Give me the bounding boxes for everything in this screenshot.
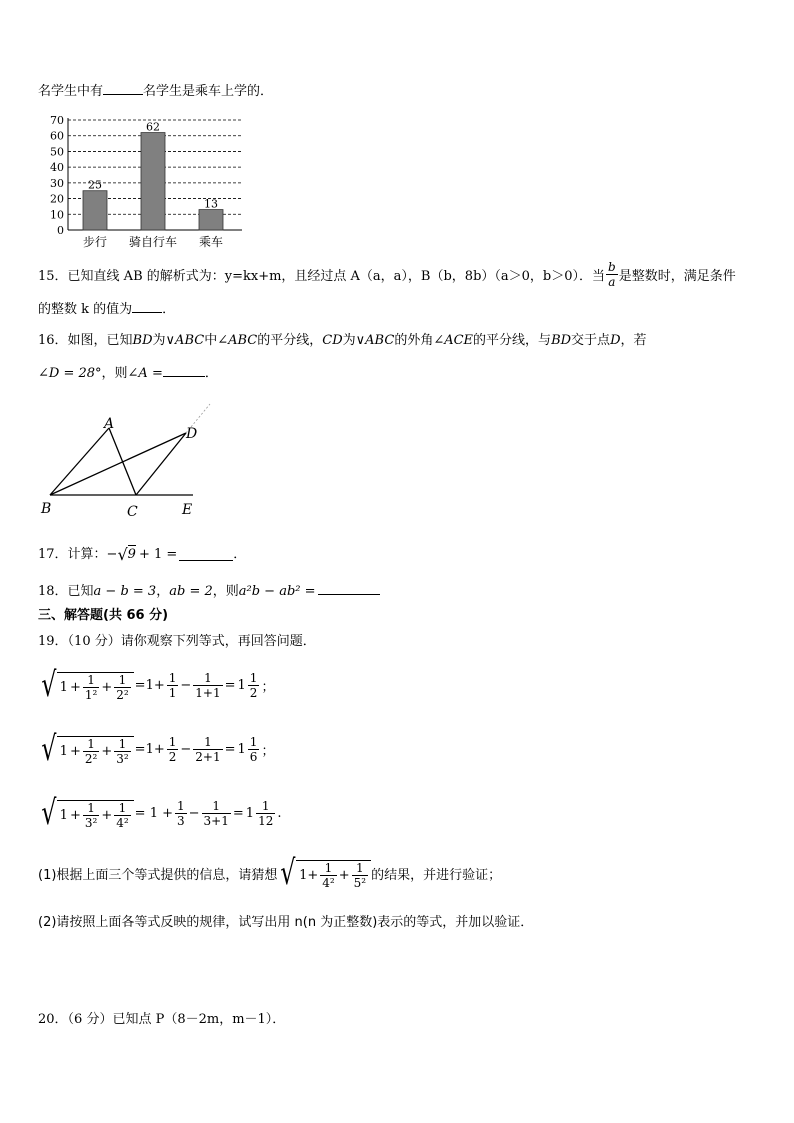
- eq-den: 2: [249, 685, 258, 700]
- x-tick-label: 步行: [82, 235, 108, 249]
- part1-den2: 5²: [353, 876, 367, 890]
- eq-den: 1²: [84, 688, 98, 702]
- q15-text3: 的整数 k 的值为: [38, 302, 133, 317]
- label-c: C: [127, 504, 138, 520]
- label-a: A: [104, 416, 115, 432]
- eq-term: 1: [59, 808, 68, 823]
- x-tick-label: 乘车: [198, 235, 224, 249]
- q16-tri1: ∨ABC: [165, 333, 205, 348]
- q16-p4: 的平分线，: [257, 333, 323, 348]
- eq-end: ；: [261, 679, 275, 695]
- q19-part1: [38, 853, 502, 893]
- radical-icon: √: [280, 853, 296, 893]
- eq-term: 1: [59, 744, 68, 759]
- eq-den: 2²: [116, 688, 129, 702]
- eq-end: .: [277, 805, 282, 821]
- label-e: E: [182, 502, 193, 518]
- eq-den: 4²: [116, 816, 129, 830]
- q16-line2: [38, 364, 218, 383]
- q16-end: ．: [204, 366, 218, 381]
- q18-sep: ，: [156, 584, 170, 599]
- radical-icon: √: [41, 729, 57, 769]
- q16-p5: 为: [342, 333, 356, 348]
- q19-part1-text-b: 的结果，并进行验证；: [371, 867, 502, 883]
- bar: [199, 210, 223, 230]
- q15-fraction: [606, 260, 618, 289]
- eq-den: 2: [168, 749, 177, 764]
- y-tick-label: 40: [50, 161, 64, 175]
- radical-icon: √: [41, 665, 57, 705]
- part1-den1: 4²: [322, 876, 335, 890]
- line-ba: [50, 428, 109, 495]
- q16-p6: 的外角: [394, 333, 434, 348]
- q17-prefix: 17．计算：: [38, 546, 107, 562]
- q16-ang2: ∠ACE: [433, 333, 474, 348]
- q19-eq2-sqrt: √ 1 + $\frac{1}{\text{2²}}$ + $\frac{1}{\text{3²}}$: [38, 732, 134, 766]
- q18-prefix: 18．已知: [38, 584, 94, 599]
- q16-angle-a: ∠A =: [127, 366, 163, 381]
- q15-frac-den: a: [608, 275, 616, 289]
- q18-cond2: ab = 2: [169, 584, 213, 599]
- bar: [83, 191, 107, 230]
- eq-den: 2²: [84, 752, 98, 766]
- q16-p7: 的平分线，与: [473, 333, 552, 348]
- intro-text-after: 名学生是乘车上学的．: [143, 84, 274, 99]
- q19-eq1-sqrt: √ 1 + $\frac{1}{\text{1²}}$ + $\frac{1}{\text{2²}}$: [38, 668, 134, 702]
- q19-part2: (2)请按照上面各等式反映的规律，试写出用 n(n 为正整数)表示的等式，并加以验证．: [38, 915, 534, 930]
- radical-icon: √: [41, 793, 57, 833]
- y-tick-label: 10: [50, 208, 64, 222]
- eq-den: 3+1: [203, 813, 229, 828]
- y-tick-label: 70: [50, 114, 64, 127]
- q18-mid: ，则: [212, 584, 239, 599]
- q19-equation-2: √ 1 + $\frac{1}{\text{2²}}$ + $\frac{1}{\text{3²}}$ =1+ $\frac{1}{2}$ − $\frac{1}{2+1}$ = 1 $\frac{1}{6}$ ；: [38, 732, 275, 766]
- intro-line: [38, 82, 273, 101]
- q16-p1: 16．如图，已知: [38, 333, 133, 348]
- q18-expr: a²b − ab² =: [238, 584, 316, 599]
- q15-text1: 15．已知直线 AB 的解析式为：y=kx+m，且经过点 A（a，a），B（b，8b）（a＞0，b＞0）．当: [38, 269, 606, 284]
- eq-den: 2+1: [195, 749, 221, 764]
- q17-radicand: 9: [127, 547, 136, 562]
- bar-value-label: 25: [88, 178, 102, 192]
- q15-line2: [38, 300, 175, 319]
- q16-ang1: ∠ABC: [217, 333, 258, 348]
- q18-line: [38, 582, 380, 601]
- eq-int: 1: [237, 677, 246, 693]
- q16-line1: [38, 332, 647, 350]
- q15-blank: [132, 300, 162, 313]
- q19-intro: 19．（10 分）请你观察下列等式，再回答问题．: [38, 634, 316, 649]
- eq-den: 1: [168, 685, 177, 700]
- q17-sqrt-icon: √: [117, 544, 128, 564]
- q15-text2: 是整数时，满足条件: [618, 269, 736, 284]
- eq-term: 1: [59, 680, 68, 695]
- q15-line1: [38, 260, 736, 289]
- section-heading: 三、解答题(共 66 分): [38, 608, 169, 623]
- q16-p9: ，若: [620, 333, 647, 348]
- q18-cond1: a − b = 3: [93, 584, 157, 599]
- q19-eq3-sqrt: √ 1 + $\frac{1}{\text{3²}}$ + $\frac{1}{\text{4²}}$: [38, 796, 134, 830]
- q16-figure: [38, 398, 218, 522]
- q19-part1-text-a: (1)根据上面三个等式提供的信息，请猜想: [38, 867, 278, 883]
- eq-end: ；: [261, 743, 275, 759]
- q20-text: 20．（6 分）已知点 P（8－2m，m－1）．: [38, 1012, 286, 1027]
- label-b: B: [41, 501, 52, 517]
- q16-cd: CD: [322, 333, 343, 348]
- y-tick-label: 0: [57, 224, 64, 237]
- q15-end: ．: [162, 302, 176, 317]
- eq-den: 12: [258, 813, 274, 828]
- q16-bd2: BD: [551, 333, 572, 348]
- q16-tri2: ∨ABC: [355, 333, 395, 348]
- q16-p3: 中: [204, 333, 218, 348]
- intro-text-before: 名学生中有: [38, 84, 104, 99]
- intro-blank: [103, 82, 143, 95]
- eq-den: 3²: [116, 752, 129, 766]
- eq-den: 3²: [84, 816, 98, 830]
- eq-den: 6: [249, 749, 258, 764]
- q16-p2: 为: [152, 333, 166, 348]
- q16-angle-d: ∠D = 28°: [38, 366, 102, 381]
- eq-int: 1: [237, 741, 246, 757]
- bar: [141, 133, 165, 230]
- q17-minus: −: [106, 546, 118, 562]
- q19-part1-sqrt: √ 1+ $\frac{1}{\text{4²}}$ + $\frac{1}{\text{5²}}$: [277, 856, 371, 890]
- y-tick-label: 30: [50, 176, 64, 190]
- q19-equation-1: √ 1 + $\frac{1}{\text{1²}}$ + $\frac{1}{\text{2²}}$ =1+ $\frac{1}{1}$ − $\frac{1}{1+1}$ = 1 $\frac{1}{2}$ ；: [38, 668, 275, 702]
- y-tick-label: 50: [50, 145, 64, 159]
- label-d: D: [186, 426, 198, 442]
- eq-den: 1+1: [195, 685, 221, 700]
- eq-den: 3: [177, 813, 185, 828]
- q19-equation-3: √ 1 + $\frac{1}{\text{3²}}$ + $\frac{1}{\text{4²}}$ = 1 + $\frac{1}{3}$ − $\frac{1}{3+1}$ = 1 $\frac{1}{12}$ .: [38, 796, 282, 830]
- x-tick-label: 骑自行车: [128, 235, 178, 249]
- q17-line: [38, 545, 246, 564]
- q15-frac-num: b: [608, 260, 616, 274]
- bar-value-label: 13: [204, 197, 218, 211]
- q16-then: ，则: [101, 366, 128, 381]
- q16-d: D: [610, 333, 621, 348]
- q17-rest: + 1 =: [138, 546, 178, 562]
- q16-blank: [163, 364, 205, 377]
- y-tick-label: 20: [50, 192, 64, 206]
- bar-chart: [38, 112, 248, 252]
- bar-value-label: 62: [146, 120, 160, 134]
- line-cd: [136, 433, 186, 495]
- q18-blank: [318, 582, 380, 595]
- y-tick-label: 60: [50, 129, 64, 143]
- line-bd: [50, 433, 186, 495]
- q16-p8: 交于点: [571, 333, 611, 348]
- eq-int: 1: [245, 805, 255, 821]
- q16-bd: BD: [132, 333, 153, 348]
- q17-blank: [179, 548, 233, 561]
- q17-end: ．: [233, 546, 247, 562]
